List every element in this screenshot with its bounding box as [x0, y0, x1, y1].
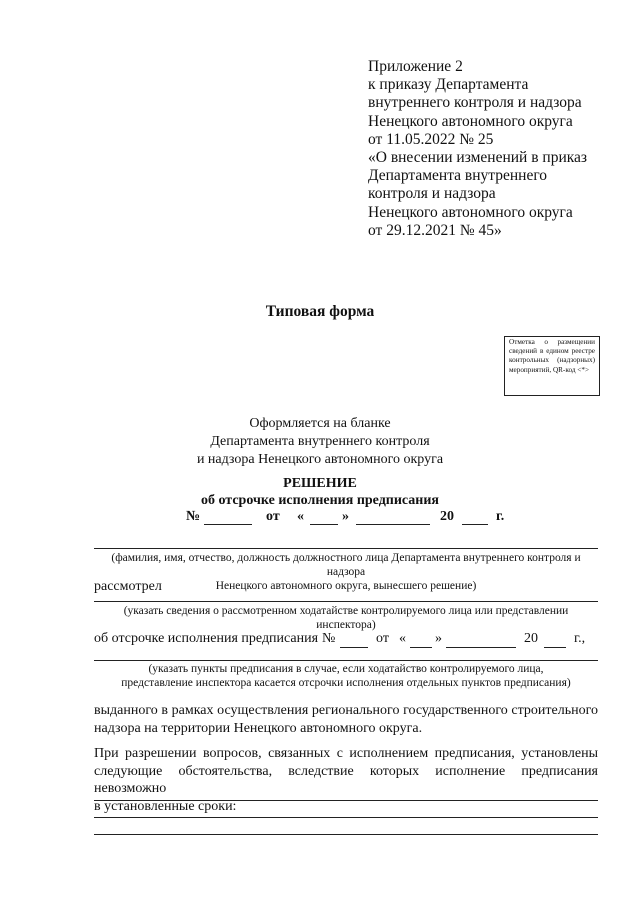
letterhead-note-line: и надзора Ненецкого автономного округа: [196, 452, 444, 467]
appendix-line: Ненецкого автономного округа: [368, 203, 573, 221]
letterhead-note: [0, 415, 640, 469]
circumstances-paragraph-line: в установленные сроки:: [94, 798, 237, 814]
decision-title: РЕШЕНИЕ: [283, 476, 357, 491]
day-field[interactable]: [310, 524, 338, 525]
decision-heading: [0, 475, 640, 509]
circumstances-field-3[interactable]: [94, 834, 598, 835]
petition-caption: (указать сведения о рассмотренном ходатайстве контролируемого лица или представлении инспектора): [123, 605, 569, 631]
postpone-label: об отсрочке исполнения предписания: [94, 631, 319, 646]
open-quote: «: [297, 509, 304, 524]
appendix-line: Департамента внутреннего: [368, 167, 548, 185]
number-field[interactable]: [204, 524, 252, 525]
circumstances-field-1[interactable]: [94, 800, 598, 801]
close-quote: »: [342, 509, 349, 524]
circumstances-paragraph-line: При разрешении вопросов, связанных с исполнением предписания, установлены: [94, 746, 598, 761]
postpone-close-quote: »: [435, 631, 442, 646]
points-caption-line: (указать пункты предписания в случае, если ходатайство контролируемого лица,: [148, 663, 544, 675]
postpone-day-field[interactable]: [410, 647, 432, 648]
appendix-block: [368, 58, 630, 240]
reviewed-label: рассмотрел: [94, 579, 162, 594]
official-field[interactable]: [94, 548, 598, 549]
postpone-year-field[interactable]: [544, 647, 566, 648]
appendix-line: «О внесении изменений в приказ: [368, 149, 588, 167]
letterhead-note-line: Департамента внутреннего контроля: [210, 434, 430, 449]
postpone-month-field[interactable]: [446, 647, 516, 648]
postpone-open-quote: «: [399, 631, 406, 646]
appendix-line: к приказу Департамента: [368, 76, 529, 94]
appendix-line: от 29.12.2021 № 45»: [368, 221, 502, 239]
appendix-line: контроля и надзора: [368, 185, 496, 203]
points-caption-line: представление инспектора касается отсрочки исполнения отдельных пунктов предписания): [121, 677, 571, 689]
month-field[interactable]: [356, 524, 430, 525]
official-caption-line: Ненецкого автономного округа, вынесшего решение): [215, 580, 477, 592]
decision-number-line: [0, 509, 640, 527]
issued-paragraph-line: надзора на территории Ненецкого автономного округа.: [94, 720, 423, 736]
postpone-number-sign: №: [322, 631, 336, 646]
postpone-year-prefix: 20: [524, 631, 538, 646]
form-title: Типовая форма: [265, 303, 375, 320]
postpone-from-label: от: [376, 631, 389, 646]
year-prefix: 20: [440, 509, 454, 524]
number-sign: №: [186, 509, 201, 524]
official-caption-line: (фамилия, имя, отчество, должность должностного лица Департамента внутреннего контроля и надзора: [111, 552, 581, 578]
points-field[interactable]: [94, 660, 598, 661]
appendix-line: Приложение 2: [368, 58, 463, 75]
postpone-year-suffix: г.,: [574, 631, 586, 646]
official-caption: [94, 551, 598, 593]
year-suffix: г.: [496, 509, 505, 524]
issued-paragraph: [94, 702, 598, 737]
issued-paragraph-line: выданного в рамках осуществления регионального государственного строительного: [94, 703, 598, 718]
circumstances-paragraph: [94, 745, 598, 815]
registry-stamp-box: Отметка о размещении сведений в едином реестре контрольных (надзорных) мероприятий, QR-код <*>: [504, 336, 600, 396]
circumstances-paragraph-line: следующие обстоятельства, вследствие которых исполнение предписания невозможно: [94, 763, 598, 796]
letterhead-note-line: Оформляется на бланке: [249, 416, 391, 431]
appendix-line: внутреннего контроля и надзора: [368, 94, 582, 112]
points-caption: [94, 662, 598, 690]
postpone-number-field[interactable]: [340, 647, 368, 648]
appendix-line: от 11.05.2022 № 25: [368, 130, 494, 148]
petition-field[interactable]: [94, 601, 598, 602]
year-field[interactable]: [462, 524, 488, 525]
appendix-line: Ненецкого автономного округа: [368, 112, 573, 130]
circumstances-field-2[interactable]: [94, 817, 598, 818]
from-label: от: [266, 509, 280, 524]
decision-subtitle: об отсрочке исполнения предписания: [200, 493, 440, 508]
